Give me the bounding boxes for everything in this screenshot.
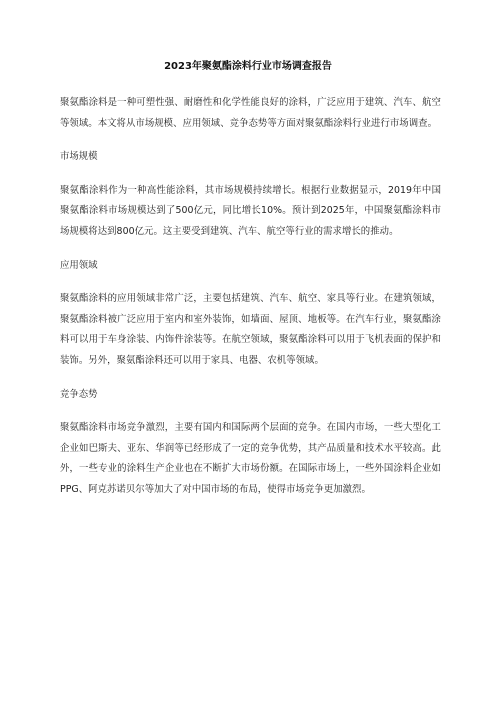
- section-body-competition: 聚氨酯涂料市场竞争激烈，主要有国内和国际两个层面的竞争。在国内市场，一些大型化工企业如巴斯夫、亚东、华润等已经形成了一定的竞争优势，其产品质量和技术水平较高。此外，一些专业的涂料生产企业也在不断扩大市场份额。在国际市场上，一些外国涂料企业如PPG、阿克苏诺贝尔等加大了对中国市场的布局，使得市场竞争更加激烈。: [60, 422, 441, 495]
- section-body-applications: 聚氨酯涂料的应用领域非常广泛，主要包括建筑、汽车、航空、家具等行业。在建筑领域，聚氨酯涂料被广泛应用于室内和室外装饰，如墙面、屋顶、地板等。在汽车行业，聚氨酯涂料可以用于车身涂装、内饰件涂装等。在航空领域，聚氨酯涂料可以用于飞机表面的保护和装饰。另外，聚氨酯涂料还可以用于家具、电器、农机等领域。: [60, 293, 441, 366]
- section-heading-competition: 竞争态势: [60, 388, 98, 400]
- section-heading-market-size: 市场规模: [60, 151, 98, 163]
- section-heading-applications: 应用领域: [60, 259, 98, 271]
- section-body-market-size: 聚氨酯涂料作为一种高性能涂料，其市场规模持续增长。根据行业数据显示，2019年中国聚氨酯涂料市场规模达到了500亿元，同比增长10%。预计到2025年，中国聚氨酯涂料市场规模将达到800亿元。这主要受到建筑、汽车、航空等行业的需求增长的推动。: [60, 184, 441, 237]
- document-body: [60, 93, 441, 514]
- intro-paragraph: 聚氨酯涂料是一种可塑性强、耐磨性和化学性能良好的涂料，广泛应用于建筑、汽车、航空等领域。本文将从市场规模、应用领域、竞争态势等方面对聚氨酯涂料行业进行市场调查。: [60, 97, 441, 129]
- document-title: 2023年聚氨酯涂料行业市场调查报告: [164, 61, 332, 72]
